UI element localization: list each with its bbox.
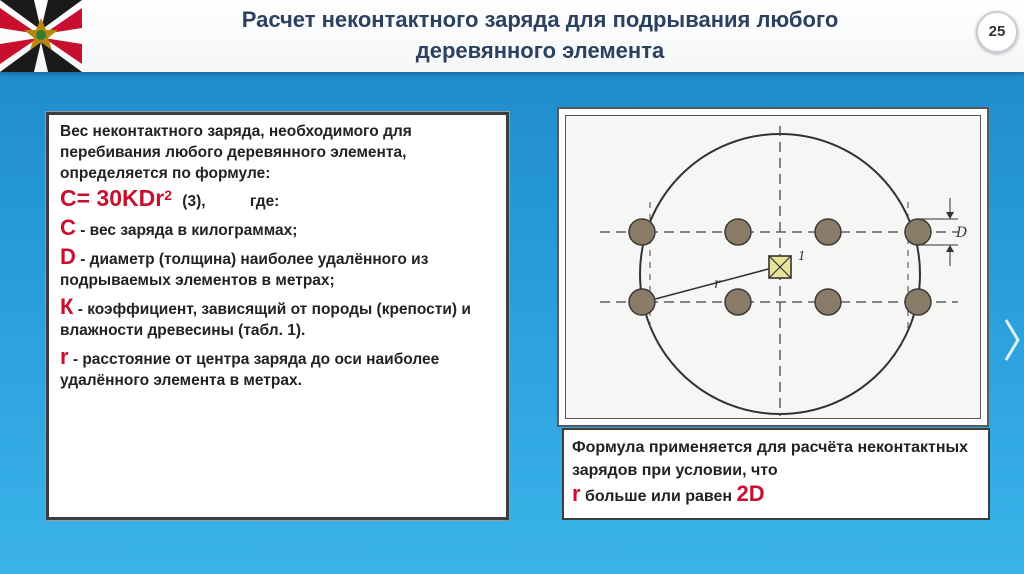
element-bottom-3 <box>815 289 841 315</box>
next-slide-chevron-icon <box>1000 310 1024 370</box>
element-top-3 <box>815 219 841 245</box>
charge-layout-drawing <box>566 116 980 418</box>
formula-main: C= 30KDr <box>60 185 165 212</box>
symbol-c: C <box>60 215 76 241</box>
military-emblem-icon <box>0 0 82 72</box>
note-text: Формула применяется для расчёта неконтактных зарядов при условии, что <box>572 439 969 479</box>
radius-label: r <box>714 276 721 292</box>
formula-reference: (3), <box>182 193 206 211</box>
definition-d <box>60 246 496 291</box>
element-bottom-2 <box>725 289 751 315</box>
definition-k-text: - коэффициент, зависящий от породы (крепости) и влажности древесины (табл. 1). <box>60 301 471 340</box>
center-charge-label: 1 <box>798 249 806 263</box>
element-top-4 <box>905 219 931 245</box>
definition-c-text: - вес заряда в килограммах; <box>75 222 298 240</box>
note-condition <box>572 482 980 508</box>
title-line-2: деревянного элемента <box>415 38 665 63</box>
charge-layout-diagram <box>565 115 981 419</box>
radius-line <box>644 268 772 302</box>
formula-line <box>60 185 496 212</box>
title-line-1: Расчет неконтактного заряда для подрывания любого <box>241 7 839 32</box>
formula-where: где: <box>249 193 280 211</box>
note-middle-text: больше или равен <box>580 488 737 505</box>
definition-r <box>60 346 496 391</box>
note-symbol-2d: 2D <box>736 481 765 506</box>
definition-r-text: - расстояние от центра заряда до оси наиболее удалённого элемента в метрах. <box>60 351 440 390</box>
definition-c <box>60 217 496 241</box>
slide-title <box>120 4 960 66</box>
element-top-1 <box>629 219 655 245</box>
symbol-d: D <box>60 244 76 270</box>
definition-k <box>60 296 496 341</box>
element-bottom-4 <box>905 289 931 315</box>
symbol-r: r <box>60 344 69 370</box>
element-top-2 <box>725 219 751 245</box>
symbol-k: К <box>60 294 74 320</box>
formula-description-panel <box>46 112 509 520</box>
definition-d-text: - диаметр (толщина) наиболее удалённого из подрываемых элементов в метрах; <box>60 251 429 290</box>
element-bottom-1 <box>629 289 655 315</box>
diagram-frame <box>557 107 989 427</box>
condition-note <box>562 428 990 520</box>
dimension-d-label: D <box>956 225 968 241</box>
slide-header <box>0 0 1024 72</box>
formula-exponent: 2 <box>164 187 172 203</box>
intro-text: Вес неконтактного заряда, необходимого для перебивания любого деревянного элемента, определяется по формуле: <box>60 123 412 182</box>
dimension-arrowhead-top <box>946 212 954 219</box>
page-number-badge: 25 <box>976 11 1018 53</box>
note-symbol-r: r <box>572 481 581 506</box>
dimension-arrowhead-bottom <box>946 245 954 252</box>
